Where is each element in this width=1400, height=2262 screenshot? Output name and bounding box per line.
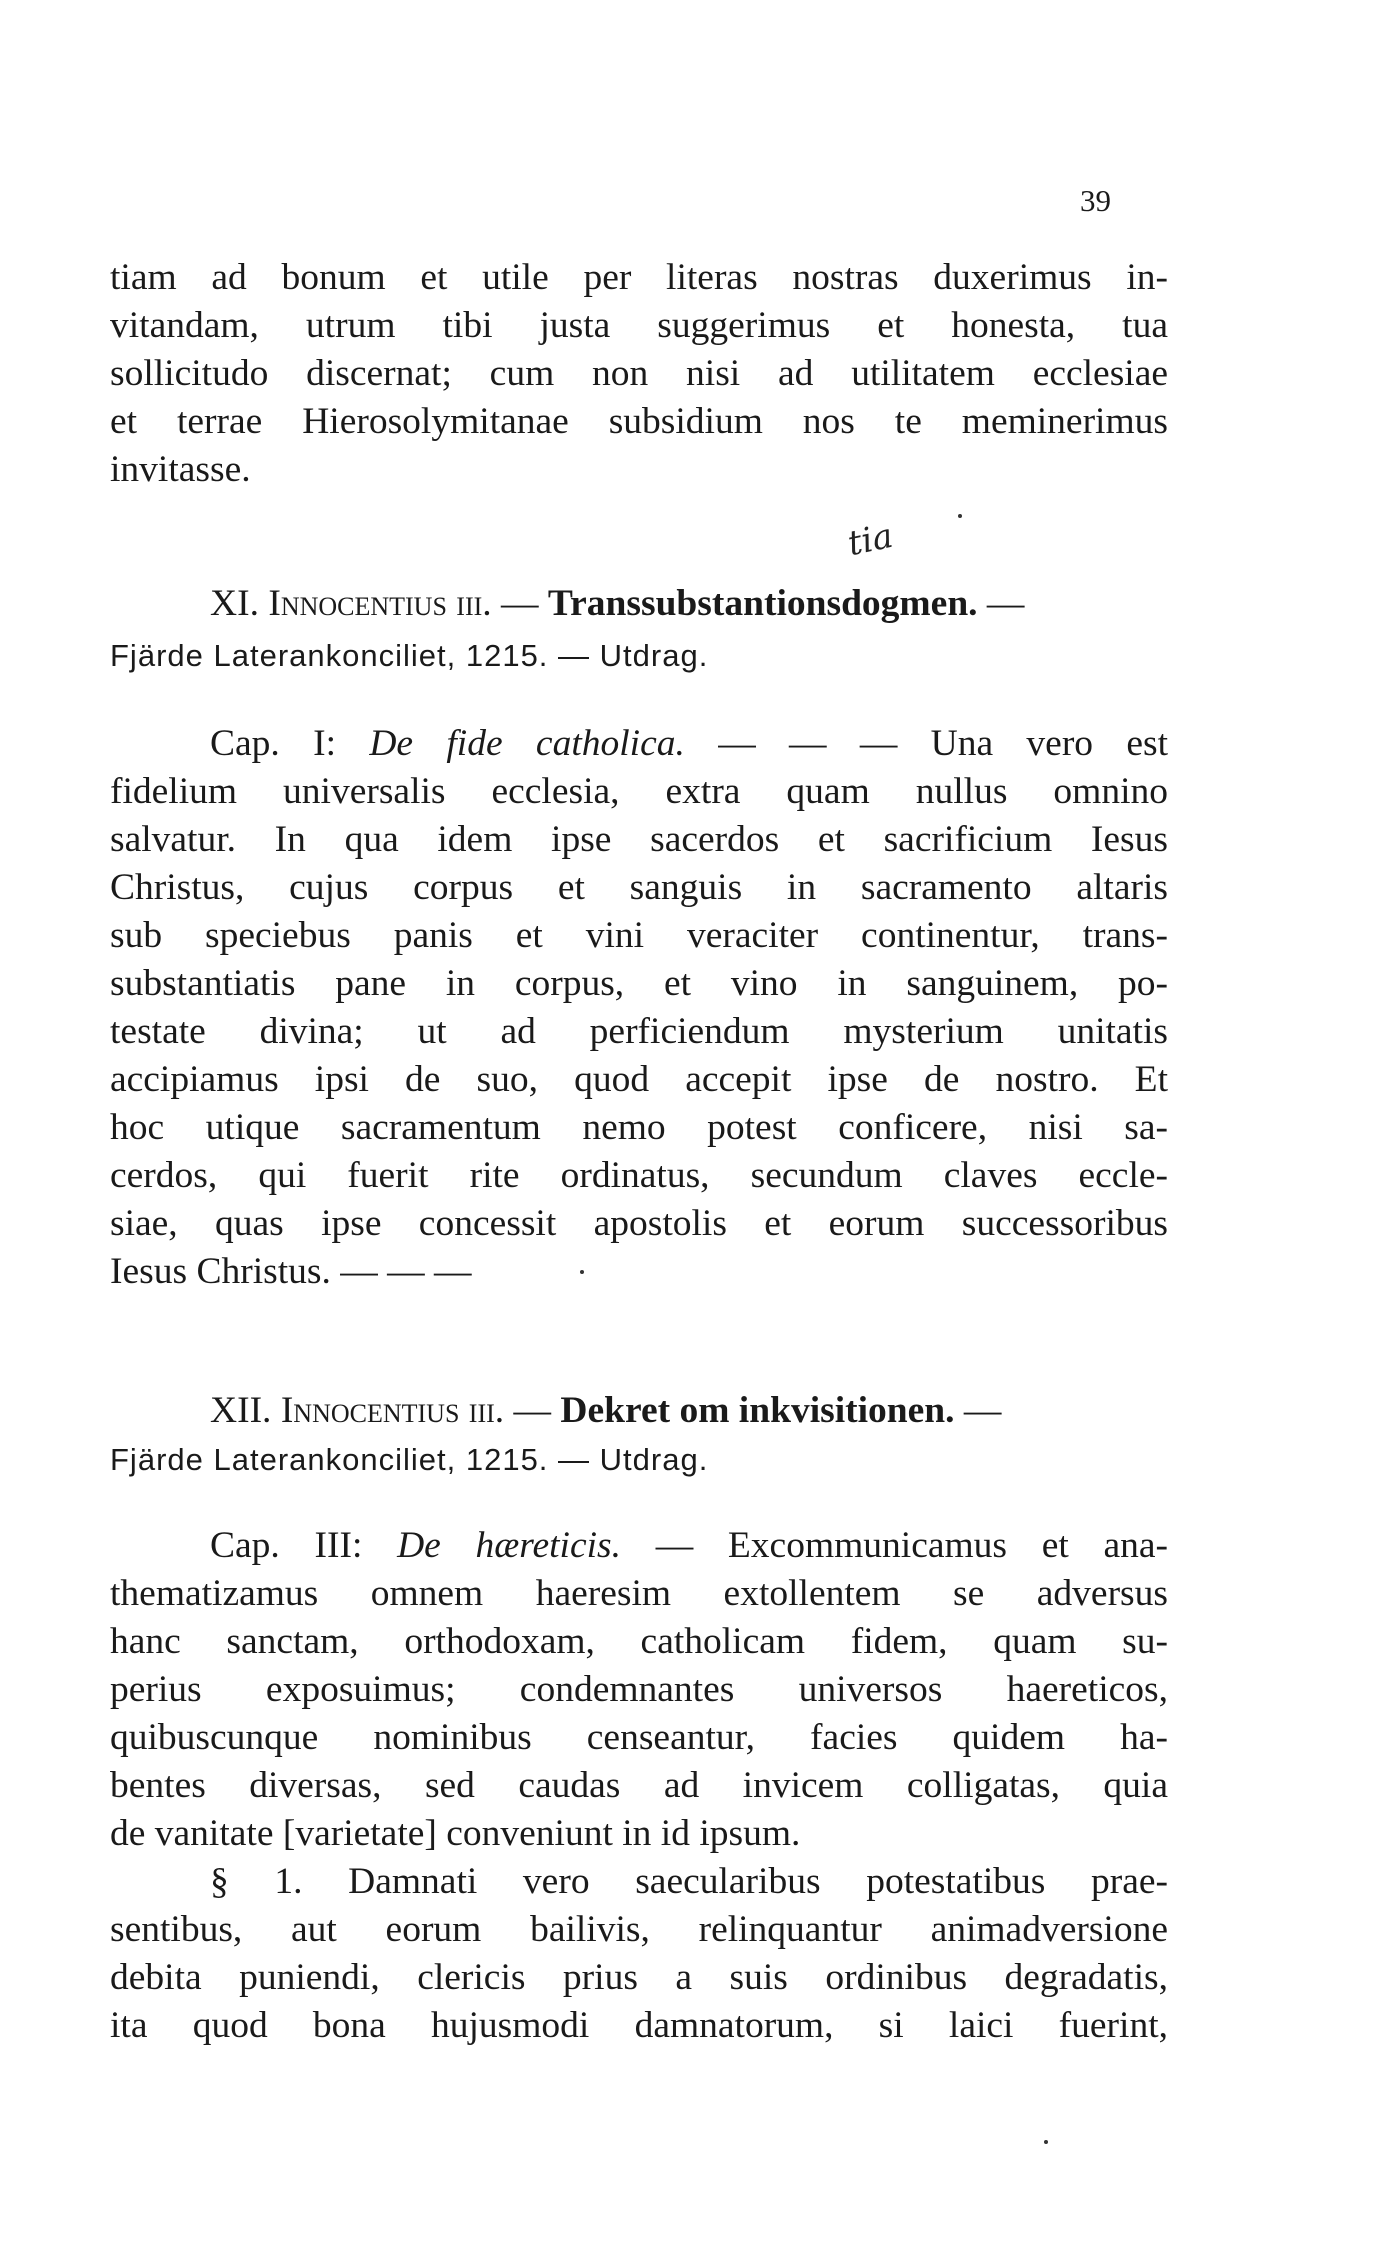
section-title: Transsubstantionsdogmen.	[547, 583, 978, 624]
section-number: XI.	[210, 583, 259, 624]
text-line: salvatur. In qua idem ipse sacerdos et sacrificium Iesus	[110, 819, 1168, 860]
text-line: sollicitudo discernat; cum non nisi ad utilitatem ecclesiae	[110, 353, 1168, 394]
text-line: accipiamus ipsi de suo, quod accepit ipse de nostro. Et	[110, 1059, 1168, 1100]
text-line: siae, quas ipse concessit apostolis et eorum successoribus	[110, 1203, 1168, 1244]
section-heading-xii	[110, 1387, 1168, 1435]
section-pope: Innocentius iii.	[280, 1390, 505, 1431]
print-speck	[580, 1270, 584, 1274]
text-line: ita quod bona hujusmodi damnatorum, si laici fuerint,	[110, 2005, 1168, 2046]
text-line: thematizamus omnem haeresim extollentem se adversus	[110, 1573, 1168, 1614]
section-subtitle: Fjärde Laterankonciliet, 1215. — Utdrag.	[110, 1442, 709, 1477]
chapter-line-rest: — — — Una vero est	[718, 723, 1169, 764]
text-line: perius exposuimus; condemnantes universos haereticos,	[110, 1669, 1168, 1710]
text-line: tiam ad bonum et utile per literas nostras duxerimus in-	[110, 257, 1168, 298]
text-line: hoc utique sacramentum nemo potest conficere, nisi sa-	[110, 1107, 1168, 1148]
section-heading-xi	[110, 580, 1168, 628]
chapter-label: Cap. III:	[210, 1525, 363, 1566]
chapter-label: Cap. I:	[210, 723, 337, 764]
print-speck	[958, 514, 962, 518]
paragraph-first-line: § 1. Damnati vero saecularibus potestatibus prae-	[210, 1861, 1168, 1902]
heading-dash: —	[977, 583, 1025, 624]
section-title: Dekret om inkvisitionen.	[560, 1390, 955, 1431]
heading-dash: —	[954, 1390, 1002, 1431]
text-line: Iesus Christus. — — —	[110, 1251, 472, 1292]
heading-dash: —	[491, 583, 548, 624]
text-line: fidelium universalis ecclesia, extra quam nullus omnino	[110, 771, 1168, 812]
text-line: cerdos, qui fuerit rite ordinatus, secundum claves eccle-	[110, 1155, 1168, 1196]
chapter-title: De fide catholica.	[369, 723, 685, 764]
text-line: sentibus, aut eorum bailivis, relinquantur animadversione	[110, 1909, 1168, 1950]
text-line: invitasse.	[110, 449, 251, 490]
text-line: substantiatis pane in corpus, et vino in sanguinem, po-	[110, 963, 1168, 1004]
text-line: sub speciebus panis et vini veraciter continentur, trans-	[110, 915, 1168, 956]
text-line: quibuscunque nominibus censeantur, facies quidem ha-	[110, 1717, 1168, 1758]
handwritten-annotation: tia	[844, 515, 897, 565]
text-line: et terrae Hierosolymitanae subsidium nos te meminerimus	[110, 401, 1168, 442]
heading-dash: —	[504, 1390, 561, 1431]
section-pope: Innocentius iii.	[268, 583, 492, 624]
chapter-first-line	[210, 1522, 1168, 1570]
text-line: de vanitate [varietate] conveniunt in id ipsum.	[110, 1813, 801, 1854]
text-line: vitandam, utrum tibi justa suggerimus et honesta, tua	[110, 305, 1168, 346]
chapter-line-rest: — Excommunicamus et ana-	[655, 1525, 1168, 1566]
chapter-first-line	[210, 720, 1168, 768]
text-line: hanc sanctam, orthodoxam, catholicam fidem, quam su-	[110, 1621, 1168, 1662]
page-number: 39	[1080, 183, 1111, 218]
section-number: XII.	[210, 1390, 272, 1431]
chapter-title: De hæreticis.	[397, 1525, 621, 1566]
text-line: Christus, cujus corpus et sanguis in sacramento altaris	[110, 867, 1168, 908]
text-line: testate divina; ut ad perficiendum mysterium unitatis	[110, 1011, 1168, 1052]
section-subtitle: Fjärde Laterankonciliet, 1215. — Utdrag.	[110, 638, 709, 673]
print-speck	[1044, 2140, 1048, 2144]
text-line: bentes diversas, sed caudas ad invicem colligatas, quia	[110, 1765, 1168, 1806]
text-line: debita puniendi, clericis prius a suis ordinibus degradatis,	[110, 1957, 1168, 1998]
